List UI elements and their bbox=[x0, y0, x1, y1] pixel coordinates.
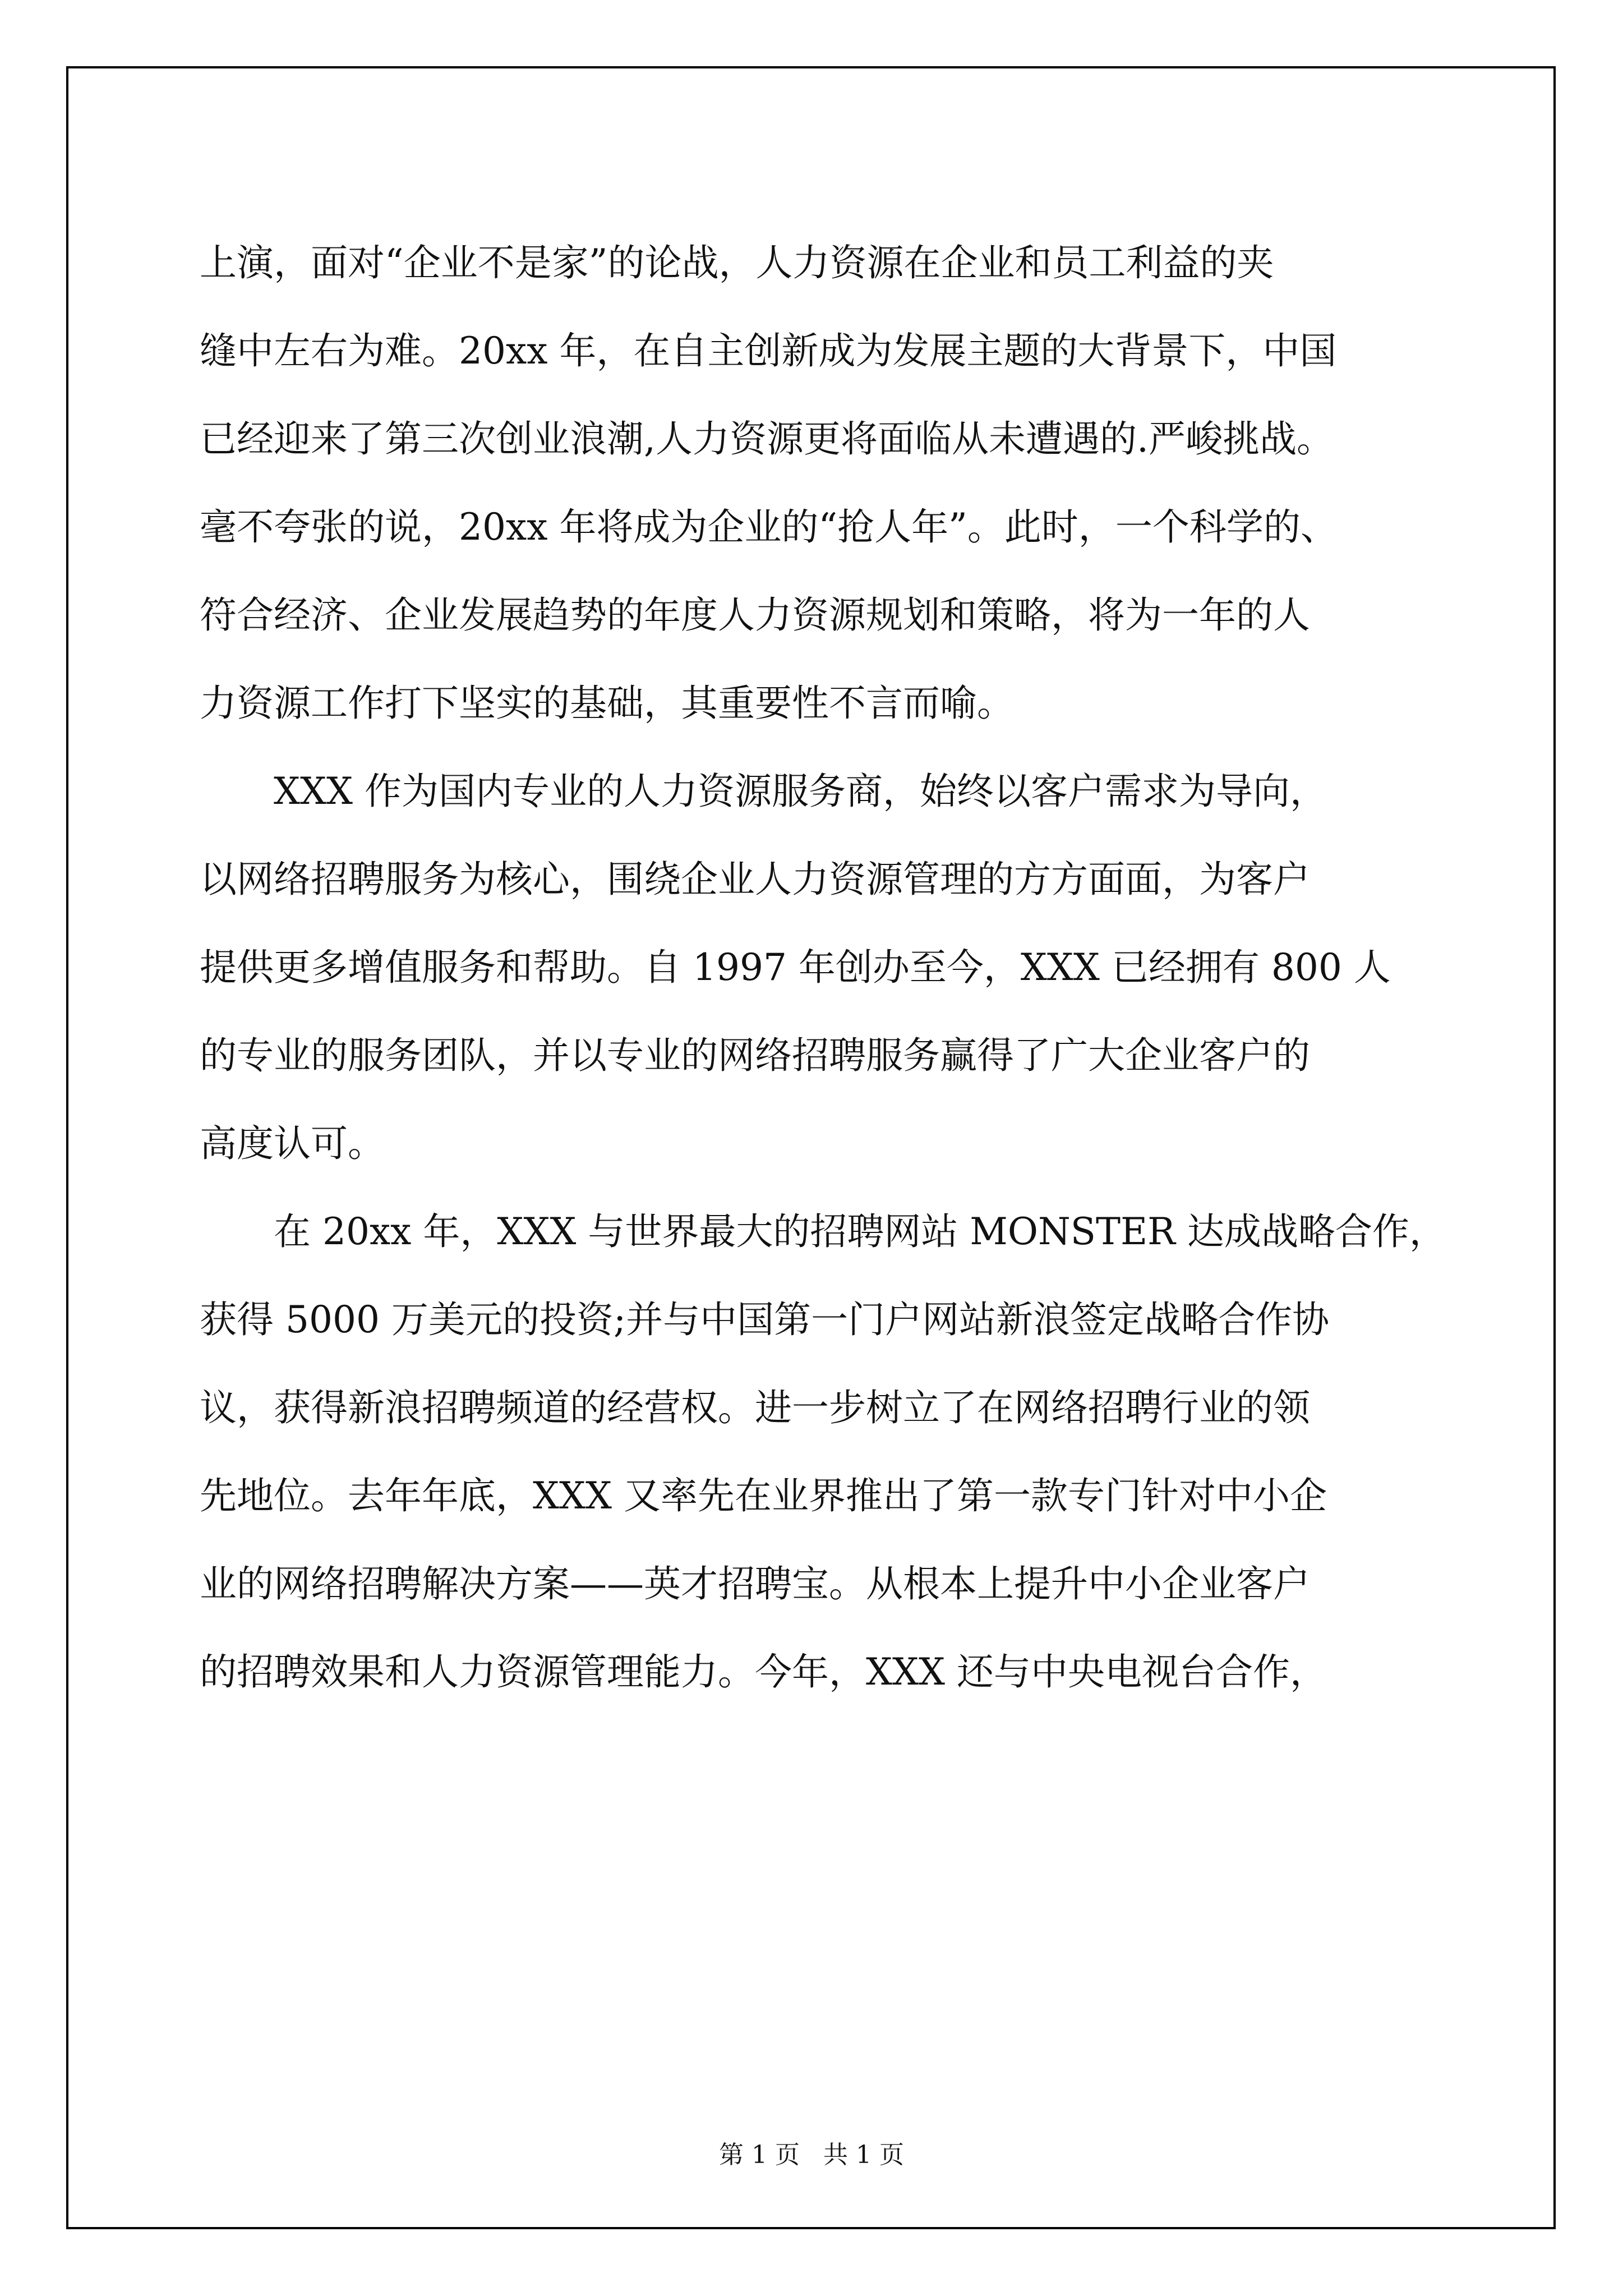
text-line: 议，获得新浪招聘频道的经营权。进一步树立了在网络招聘行业的领 bbox=[200, 1386, 1310, 1429]
text-line: 缝中左右为难。20xx 年，在自主创新成为发展主题的大背景下，中国 bbox=[200, 329, 1337, 372]
page-footer bbox=[0, 2134, 1623, 2170]
text-line: 先地位。去年年底，XXX 又率先在业界推出了第一款专门针对中小企 bbox=[200, 1474, 1327, 1517]
document-body bbox=[200, 219, 1446, 1716]
paragraph-start-line: 在 20xx 年，XXX 与世界最大的招聘网站 MONSTER 达成战略合作， bbox=[274, 1210, 1446, 1253]
text-line: 力资源工作打下坚实的基础，其重要性不言而喻。 bbox=[200, 682, 1014, 725]
text-line: 提供更多增值服务和帮助。自 1997 年创办至今，XXX 已经拥有 800 人 bbox=[200, 946, 1391, 989]
text-line: 上演，面对“企业不是家”的论战，人力资源在企业和员工利益的夹 bbox=[200, 241, 1274, 284]
text-line: 高度认可。 bbox=[200, 1122, 385, 1165]
text-line: 获得 5000 万美元的投资;并与中国第一门户网站新浪签定战略合作协 bbox=[200, 1298, 1330, 1341]
text-line: 的招聘效果和人力资源管理能力。今年，XXX 还与中央电视台合作， bbox=[200, 1650, 1327, 1694]
text-line: 符合经济、企业发展趋势的年度人力资源规划和策略，将为一年的人 bbox=[200, 593, 1310, 637]
page-number-label: 第 1 页 共 1 页 bbox=[719, 2141, 904, 2169]
text-line: 的专业的服务团队，并以专业的网络招聘服务赢得了广大企业客户的 bbox=[200, 1034, 1310, 1077]
text-line: 已经迎来了第三次创业浪潮,人力资源更将面临从未遭遇的.严峻挑战。 bbox=[200, 417, 1334, 461]
text-line: 毫不夸张的说，20xx 年将成为企业的“抢人年”。此时，一个科学的、 bbox=[200, 505, 1338, 549]
paragraph-start-line: XXX 作为国内专业的人力资源服务商，始终以客户需求为导向， bbox=[274, 770, 1327, 813]
text-line: 业的网络招聘解决方案——英才招聘宝。从根本上提升中小企业客户 bbox=[200, 1562, 1310, 1605]
text-line: 以网络招聘服务为核心，围绕企业人力资源管理的方方面面，为客户 bbox=[200, 858, 1310, 901]
